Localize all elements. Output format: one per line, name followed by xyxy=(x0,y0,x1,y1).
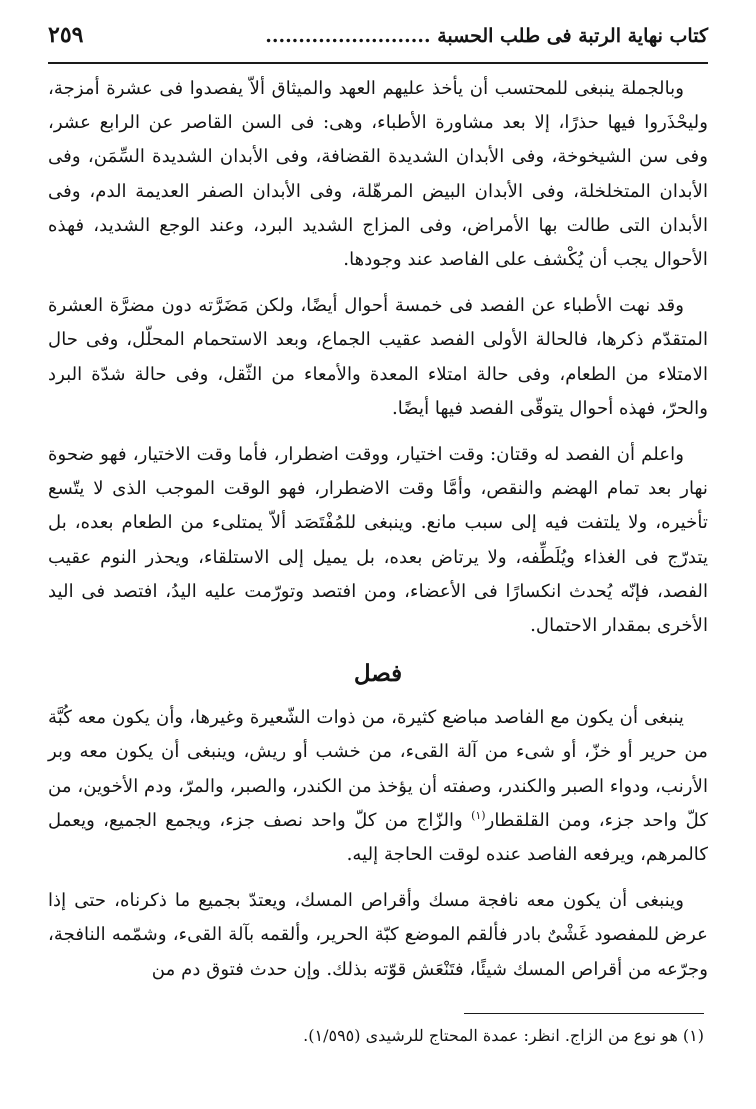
paragraph-phlebotomist-tools xyxy=(48,701,708,872)
tools-text-part-1: ينبغى أن يكون مع الفاصد مباضع كثيرة، من ذوات الشّعيرة وغيرها، وأن يكون معه كُبَّة من حرير أو خزّ، أو شىء من آلة القىء، من خشب أو ريش، وينبغى أن يكون معه وبر الأرنب، ودواء الصبر والكندر، وصفته أن يؤخذ من الكندر، والصبر، والمرّ، ودم الأخوين، من كلّ واحد جزء، ومن القلقطار xyxy=(48,707,708,831)
paragraph-five-conditions: وقد نهت الأطباء عن الفصد فى خمسة أحوال أيضًا، ولكن مَضَرَّته دون مضرَّة العشرة المتقدّم ذكرها، فالحالة الأولى الفصد عقيب الجماع، وبعد الاستحمام المحلّل، وفى حال الامتلاء من الطعام، وفى حالة امتلاء المعدة والأمعاء من الثّقل، وفى حالة شدّة البرد والحرّ، فهذه أحوال يتوقّى الفصد فيها أيضًا. xyxy=(48,295,708,419)
book-page xyxy=(48,22,708,1087)
page-number: ٢٥٩ xyxy=(48,22,84,48)
paragraph-musk-pod: وينبغى أن يكون معه نافجة مسك وأقراص المسك، ويعتدّ بجميع ما ذكرناه، حتى إذا عرض للمفصود غَشْىٌ بادر فألقم الموضع كبّة الحرير، وألقمه بآلة القىء، وشمّمه النافجة، وجرّعه من أقراص المسك شيئًا، فتَنْعَش قوّته بذلك. وإن حدث فتوق دم من xyxy=(48,890,708,980)
footnote: (١) هو نوع من الزاج. انظر: عمدة المحتاج للرشيدى (١/٥٩٥). xyxy=(303,1025,704,1045)
footnote-marker: (١) xyxy=(471,808,486,822)
footnote-divider xyxy=(464,1013,704,1014)
running-title: كتاب نهاية الرتبة فى طلب الحسبة ......................... xyxy=(265,25,708,47)
section-heading: فصل xyxy=(353,660,403,688)
paragraph-two-times: واعلم أن الفصد له وقتان: وقت اختيار، ووقت اضطرار، فأما وقت الاختيار، فهو ضحوة نهار بعد تمام الهضم والنقص، وأمَّا وقت الاضطرار، فهو الوقت الموجب الذى لا يتّسع تأخيره، ولا يلتفت فيه إلى سبب مانع. وينبغى للمُفْتَصَد ألاّ يمتلىء من الطعام بعده، بل يتدرّج فى الغذاء ويُلَطِّفه، ولا يرتاض بعده، بل يميل إلى الاستلقاء، ويحذر النوم عقيب الفصد، فإنّه يُحدث انكسارًا فى الأعضاء، ومن افتصد وتورّمت عليه اليدُ، افتصد فى اليد الأخرى بمقدار الاحتمال. xyxy=(48,444,708,637)
running-header xyxy=(48,22,708,64)
tools-text-part-2: والزّاج من كلّ واحد نصف جزء، ويجمع الجميع، ويعمل كالمرهم، ويرفعه الفاصد عنده لوقت الحاجة إليه. xyxy=(48,809,708,866)
paragraph-ten-temperaments: وبالجملة ينبغى للمحتسب أن يأخذ عليهم العهد والميثاق ألاّ يفصدوا فى عشرة أمزجة، وليحْذَروا فيها حذرًا، إلا بعد مشاورة الأطباء، وهى: فى السن القاصر عن الرابع عشر، وفى سن الشيخوخة، وفى الأبدان الشديدة القضافة، وفى الأبدان الشديدة السِّمَن، وفى الأبدان المتخلخلة، وفى الأبدان البيض المرهّلة، وفى الأبدان الصفر العديمة الدم، وفى الأبدان التى طالت بها الأمراض، وفى المزاج الشديد البرد، وعند الوجع الشديد، فهذه الأحوال يجب أن يُكْشف على الفاصد عند وجودها. xyxy=(48,78,708,271)
